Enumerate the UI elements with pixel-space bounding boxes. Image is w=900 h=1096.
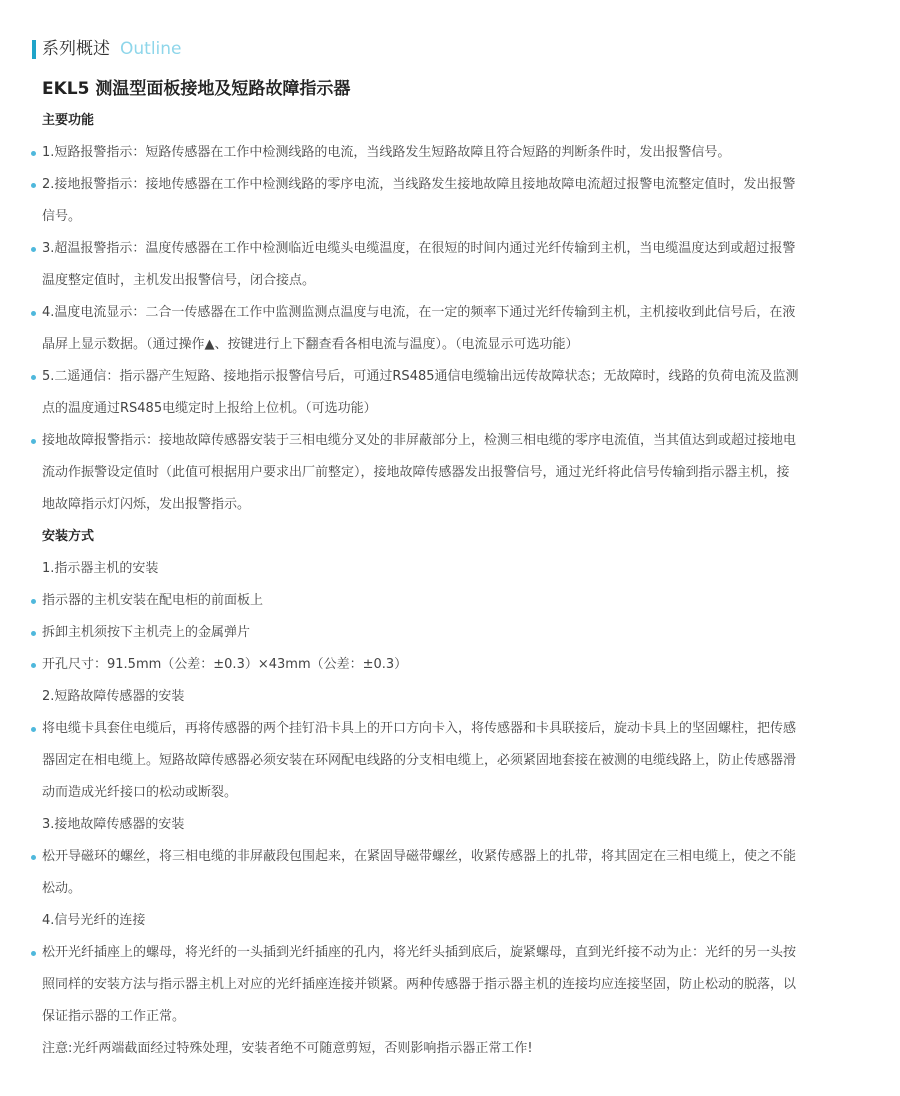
feature-line: 2.接地报警指示：接地传感器在工作中检测线路的零序电流，当线路发生接地故障且接地故障电流超过报警电流整定值时，发出报警 <box>42 169 872 201</box>
install-sub2-title: 2.短路故障传感器的安装 <box>42 689 185 704</box>
install-line: 保证指示器的工作正常。 <box>42 1009 186 1024</box>
install-sub1-item: 指示器的主机安装在配电柜的前面板上 <box>42 585 872 617</box>
install-line: 松开导磁环的螺丝，将三相电缆的非屏蔽段包围起来，在紧固导磁带螺丝，收紧传感器上的扎带，将其固定在三相电缆上，使之不能 <box>42 841 872 873</box>
section-header <box>32 38 182 60</box>
install-line: 松动。 <box>42 881 82 896</box>
install-sub2-item <box>42 713 872 809</box>
install-line: 器固定在相电缆上。短路故障传感器必须安装在环网配电线路的分支相电缆上，必须紧固地套接在被测的电缆线路上，防止传感器滑 <box>42 753 797 768</box>
install-sub3-title: 3.接地故障传感器的安装 <box>42 817 185 832</box>
feature-line: 点的温度通过RS485电缆定时上报给上位机。（可选功能） <box>42 401 377 416</box>
install-sub4-item <box>42 937 872 1033</box>
feature-line: 1.短路报警指示：短路传感器在工作中检测线路的电流，当线路发生短路故障且符合短路的判断条件时，发出报警信号。 <box>42 137 872 169</box>
feature-line: 温度整定值时，主机发出报警信号，闭合接点。 <box>42 273 316 288</box>
install-line: 动而造成光纤接口的松动或断裂。 <box>42 785 238 800</box>
install-sub3-item <box>42 841 872 905</box>
header-title-en: Outline <box>120 39 182 59</box>
install-line: 松开光纤插座上的螺母，将光纤的一头插到光纤插座的孔内，将光纤头插到底后，旋紧螺母，直到光纤接不动为止：光纤的另一头按 <box>42 937 872 969</box>
install-sub4-title: 4.信号光纤的连接 <box>42 913 146 928</box>
feature-item-3 <box>42 233 872 297</box>
install-sub1-item: 拆卸主机须按下主机壳上的金属弹片 <box>42 617 872 649</box>
install-line: 将电缆卡具套住电缆后，再将传感器的两个挂钉沿卡具上的开口方向卡入，将传感器和卡具联接后，旋动卡具上的坚固螺柱，把传感 <box>42 713 872 745</box>
feature-line: 4.温度电流显示：二合一传感器在工作中监测监测点温度与电流，在一定的频率下通过光纤传输到主机，主机接收到此信号后，在液 <box>42 297 872 329</box>
install-heading: 安装方式 <box>42 529 95 544</box>
feature-item-4 <box>42 297 872 361</box>
feature-line: 3.超温报警指示：温度传感器在工作中检测临近电缆头电缆温度，在很短的时间内通过光纤传输到主机，当电缆温度达到或超过报警 <box>42 233 872 265</box>
content-body <box>42 105 872 1065</box>
features-heading: 主要功能 <box>42 113 95 128</box>
install-sub1-title: 1.指示器主机的安装 <box>42 561 159 576</box>
install-sub1-item: 开孔尺寸：91.5mm（公差：±0.3）×43mm（公差：±0.3） <box>42 649 872 681</box>
feature-item-6 <box>42 425 872 521</box>
product-title: EKL5 测温型面板接地及短路故障指示器 <box>42 79 351 99</box>
feature-line: 晶屏上显示数据。（通过操作▲、按键进行上下翻查看各相电流与温度）。（电流显示可选功能） <box>42 337 579 352</box>
install-line: 照同样的安装方法与指示器主机上对应的光纤插座连接并锁紧。两种传感器于指示器主机的连接均应连接坚固，防止松动的脱落，以 <box>42 977 797 992</box>
install-note: 注意:光纤两端截面经过特殊处理，安装者绝不可随意剪短，否则影响指示器正常工作! <box>42 1041 533 1056</box>
feature-item-5 <box>42 361 872 425</box>
feature-line: 接地故障报警指示：接地故障传感器安装于三相电缆分叉处的非屏蔽部分上，检测三相电缆的零序电流值，当其值达到或超过接地电 <box>42 425 872 457</box>
feature-line: 信号。 <box>42 209 82 224</box>
feature-item-2 <box>42 169 872 233</box>
header-title-cn: 系列概述 <box>42 39 110 59</box>
feature-line: 5.二遥通信：指示器产生短路、接地指示报警信号后，可通过RS485通信电缆输出远传故障状态；无故障时，线路的负荷电流及监测 <box>42 361 872 393</box>
feature-line: 地故障指示灯闪烁，发出报警指示。 <box>42 497 251 512</box>
feature-line: 流动作振警设定值时（此值可根据用户要求出厂前整定），接地故障传感器发出报警信号，通过光纤将此信号传输到指示器主机，接 <box>42 465 790 480</box>
feature-item-1 <box>42 137 872 169</box>
header-accent-bar <box>32 40 36 59</box>
